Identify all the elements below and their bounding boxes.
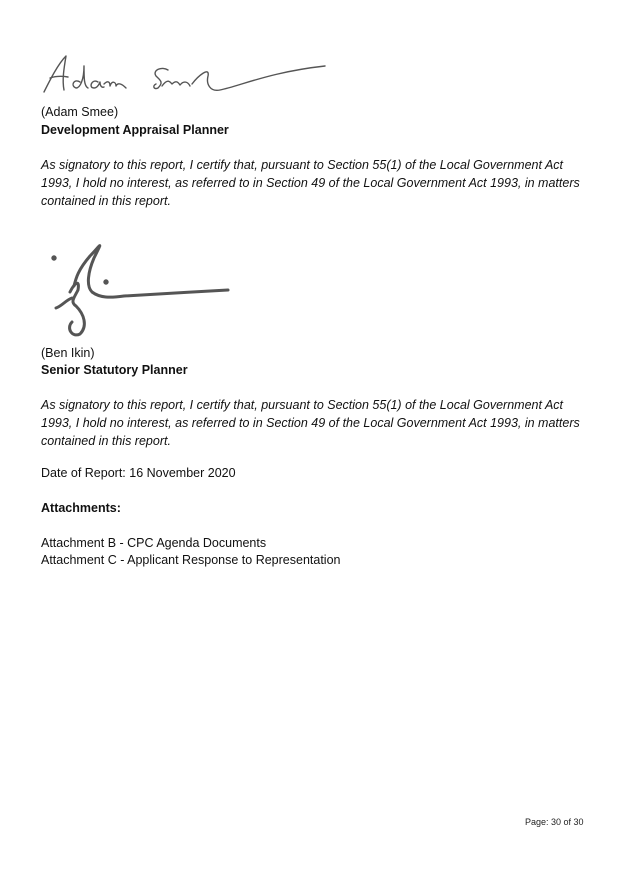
statement-line: 1993, I hold no interest, as referred to in Section 49 of the Local Government Act 1993, in matters (41, 176, 580, 190)
attachments-heading: Attachments: (41, 501, 121, 515)
signatory-name: (Ben Ikin) (41, 346, 95, 360)
signatory-title: Development Appraisal Planner (41, 123, 229, 137)
signature-ben-ikin (44, 236, 234, 340)
date-of-report: Date of Report: 16 November 2020 (41, 466, 236, 480)
certification-statement (41, 156, 601, 210)
statement-line: contained in this report. (41, 194, 171, 208)
attachment-item: Attachment C - Applicant Response to Representation (41, 553, 341, 567)
page-number: Page: 30 of 30 (525, 817, 584, 827)
attachment-item: Attachment B - CPC Agenda Documents (41, 536, 267, 550)
signatory-title: Senior Statutory Planner (41, 363, 188, 377)
signature-adam-smee (40, 52, 330, 98)
statement-line: 1993, I hold no interest, as referred to in Section 49 of the Local Government Act 1993, in matters (41, 416, 580, 430)
statement-line: contained in this report. (41, 434, 171, 448)
certification-statement (41, 396, 601, 450)
statement-line: As signatory to this report, I certify that, pursuant to Section 55(1) of the Local Government Act (41, 398, 564, 412)
signatory-name: (Adam Smee) (41, 105, 119, 119)
statement-line: As signatory to this report, I certify that, pursuant to Section 55(1) of the Local Government Act (41, 158, 564, 172)
